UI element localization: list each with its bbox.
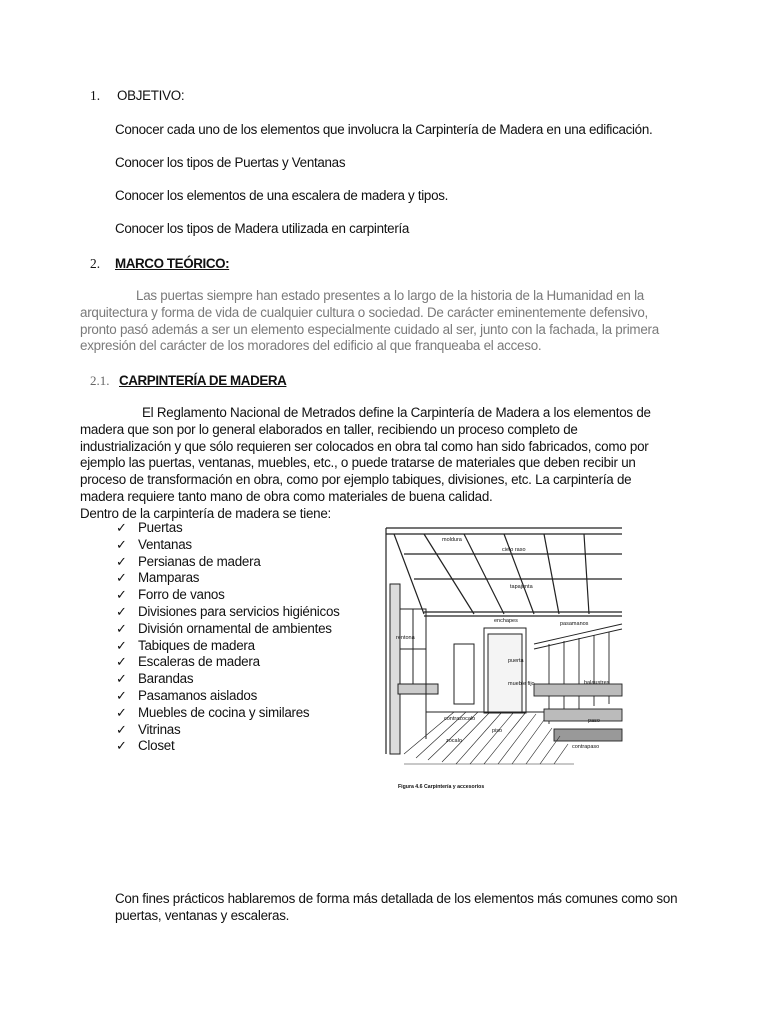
list-item (116, 722, 340, 739)
marco-teorico-paragraph (80, 288, 660, 355)
paragraph-line: puertas, ventanas y escaleras. (115, 907, 290, 923)
carpinteria-paragraph (80, 405, 660, 523)
paragraph-line: expresión del carácter de los moradores del edificio al que franqueaba el acceso. (80, 338, 542, 354)
list-item (116, 520, 340, 537)
checkmark-icon: ✓ (116, 654, 127, 670)
list-item (116, 738, 340, 755)
objective-3: Conocer los elementos de una escalera de madera y tipos. (115, 188, 449, 203)
label-tapajunta: tapajunta (510, 584, 533, 590)
list-item-label: Escaleras de madera (138, 654, 260, 670)
list-item-label: Ventanas (138, 536, 192, 552)
paragraph-line: Las puertas siempre han estado presentes a lo largo de la historia de la Humanidad en la (136, 288, 645, 303)
label-moldura: moldura (442, 537, 462, 543)
paragraph-line: El Reglamento Nacional de Metrados define la Carpintería de Madera a los elementos de (142, 405, 651, 420)
checkmark-icon: ✓ (116, 637, 127, 653)
section-2-1-title: CARPINTERÍA DE MADERA (119, 373, 287, 388)
checkmark-icon: ✓ (116, 738, 127, 754)
label-pasamanos: pasamanos (560, 621, 589, 627)
list-item (116, 688, 340, 705)
carpentry-figure (384, 524, 624, 794)
checkmark-icon: ✓ (116, 687, 127, 703)
label-mueble-fijo: mueble fijo (508, 681, 535, 687)
list-item (116, 570, 340, 587)
list-item-label: Tabiques de madera (138, 637, 255, 653)
checkmark-icon: ✓ (116, 704, 127, 720)
objective-2: Conocer los tipos de Puertas y Ventanas (115, 155, 346, 170)
checkmark-icon: ✓ (116, 570, 127, 586)
label-balaustres: balaustres (584, 680, 610, 686)
paragraph-line: ejemplo las puertas, ventanas, muebles, etc., o puede tratarse de materiales que deben recibir un (80, 455, 636, 471)
carpentry-elements-list (116, 520, 340, 755)
checkmark-icon: ✓ (116, 520, 127, 535)
list-item-label: Persianas de madera (138, 553, 261, 569)
list-item (116, 654, 340, 671)
label-piso: piso (492, 728, 503, 734)
label-contrazocalo: contrazocalo (444, 716, 476, 722)
list-item-label: Muebles de cocina y similares (138, 704, 310, 720)
list-item-label: Divisiones para servicios higiénicos (138, 603, 340, 619)
label-puerta: puerta (508, 658, 524, 664)
paragraph-line: industrialización y que sólo requieren ser colocados en obra tal como han sido fabricados, como por (80, 438, 649, 454)
list-item-label: Barandas (138, 671, 194, 687)
list-item-label: Pasamanos aislados (138, 687, 258, 703)
section-2-1-number: 2.1. (90, 373, 110, 388)
checkmark-icon: ✓ (116, 587, 127, 603)
list-item (116, 638, 340, 655)
paragraph-line: Con fines prácticos hablaremos de forma más detallada de los elementos más comunes como son (115, 891, 678, 906)
objective-4: Conocer los tipos de Madera utilizada en carpintería (115, 221, 410, 236)
list-item (116, 671, 340, 688)
section-1-number: 1. (90, 88, 101, 103)
paragraph-line: Dentro de la carpintería de madera se tiene: (80, 505, 332, 521)
paragraph-line: madera que son por lo general elaborados en taller, recibiendo un proceso completo de (80, 421, 578, 437)
list-item (116, 587, 340, 604)
label-paso: paso (588, 718, 600, 724)
checkmark-icon: ✓ (116, 603, 127, 619)
checkmark-icon: ✓ (116, 536, 127, 552)
checkmark-icon: ✓ (116, 620, 127, 636)
paragraph-line: madera requiere tanto mano de obra como materiales de buena calidad. (80, 488, 493, 504)
closing-paragraph (115, 891, 695, 925)
list-item (116, 621, 340, 638)
paragraph-line: pronto pasó además a ser un elemento especialmente cuidado al ser, junto con la fachada, la primera (80, 321, 659, 337)
section-1-title: OBJETIVO: (117, 88, 185, 103)
label-rentona: rentona (396, 635, 415, 641)
list-item (116, 604, 340, 621)
label-enchapes: enchapes (494, 618, 518, 624)
left-wall-window (390, 584, 438, 754)
checkmark-icon: ✓ (116, 553, 127, 569)
checkmark-icon: ✓ (116, 671, 127, 687)
list-item-label: Forro de vanos (138, 587, 225, 603)
list-item-label: División ornamental de ambientes (138, 620, 332, 636)
label-cielo-raso: cielo raso (502, 547, 526, 553)
paragraph-line: proceso de transformación en obra, como por ejemplo tabiques, divisiones, etc. La carpintería de (80, 472, 632, 488)
list-item-label: Puertas (138, 520, 183, 535)
section-2-title: MARCO TEÓRICO: (115, 256, 230, 271)
label-contrapaso: contrapaso (572, 744, 600, 750)
figure-caption: Figura 4.6 Carpintería y accesorios (398, 784, 485, 790)
list-item-label: Vitrinas (138, 721, 181, 737)
list-item (116, 705, 340, 722)
label-zocalo: zocalo (446, 738, 462, 744)
objective-1: Conocer cada uno de los elementos que involucra la Carpintería de Madera en una edificación. (115, 122, 653, 137)
list-item (116, 537, 340, 554)
list-item-label: Closet (138, 738, 175, 754)
paragraph-line: arquitectura y forma de vida de cualquier cultura o sociedad. De carácter eminentemente defensivo, (80, 304, 648, 320)
list-item-label: Mamparas (138, 570, 200, 586)
section-2-number: 2. (90, 256, 101, 271)
checkmark-icon: ✓ (116, 721, 127, 737)
list-item (116, 554, 340, 571)
